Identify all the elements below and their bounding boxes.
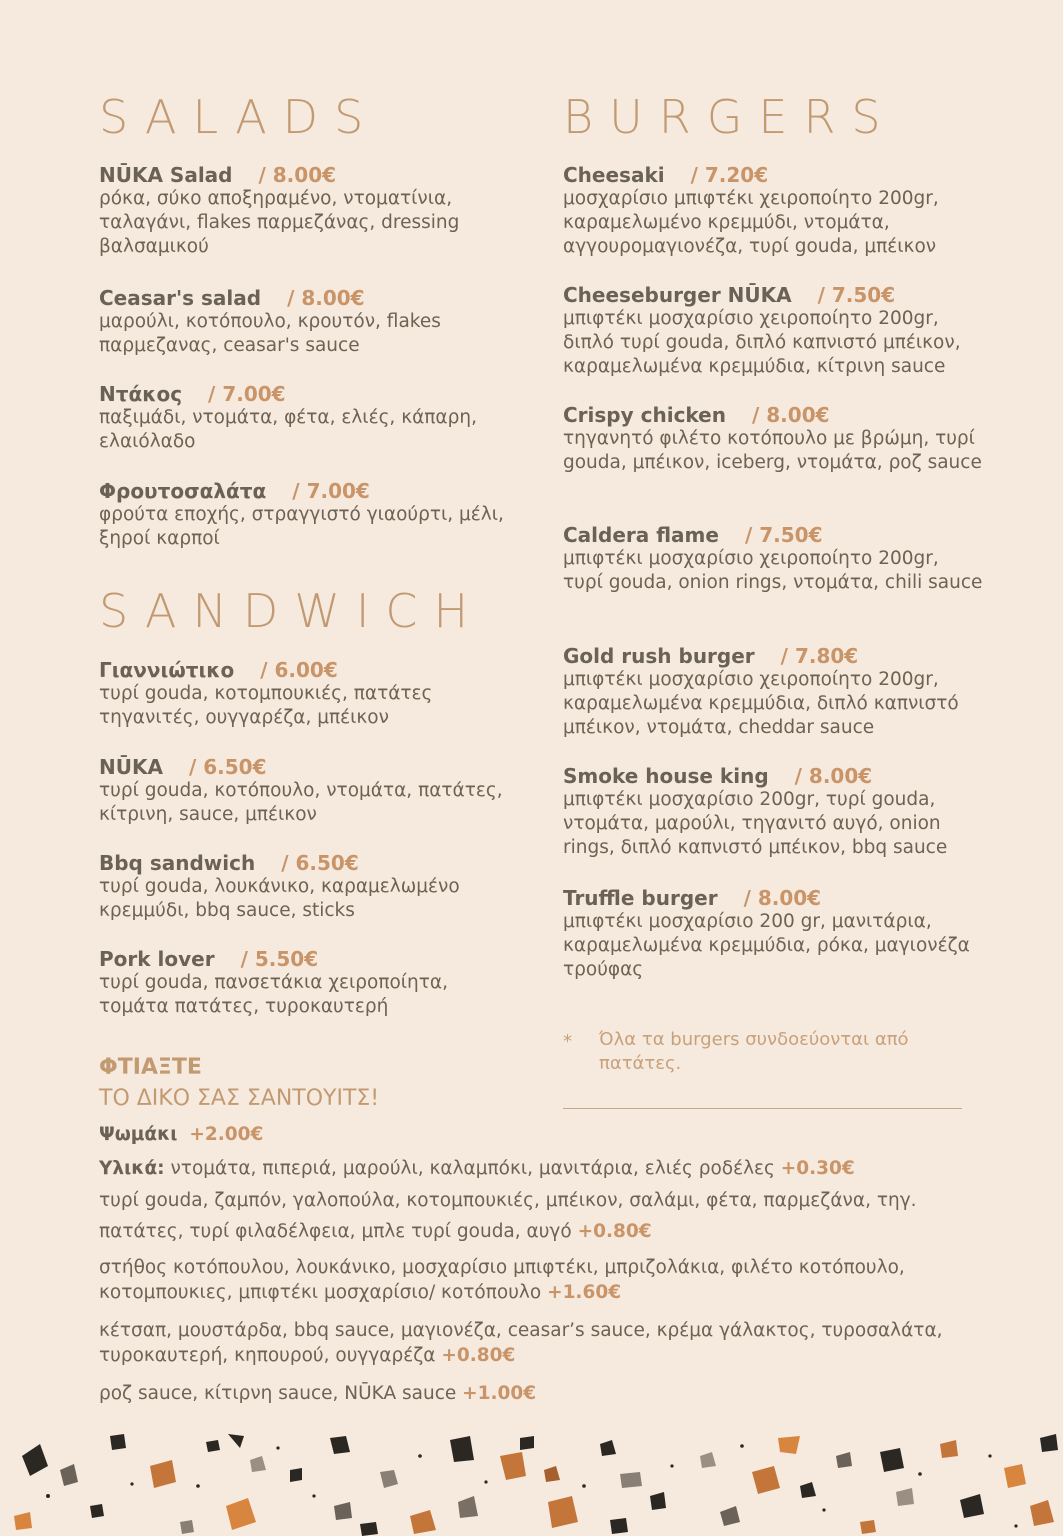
item-name: NŪKA: [99, 755, 163, 779]
menu-item: [99, 755, 519, 827]
item-name: Ντάκος: [99, 382, 183, 406]
item-price: / 6.50€: [281, 851, 359, 875]
item-description: φρούτα εποχής, στραγγιστό γιαούρτι, μέλι, ξηροί καρποί: [99, 504, 504, 549]
item-description: μπιφτέκι μοσχαρίσιο χειροποίητο 200gr, καραμελωμένα κρεμμύδια, διπλό καπνιστό μπέικον, ντομάτα, cheddar sauce: [563, 669, 959, 738]
menu-item: [99, 286, 519, 358]
ingredient-group-text: κέτσαπ, μουστάρδα, bbq sauce, μαγιονέζα, ceasar’s sauce, κρέμα γάλακτος, τυροσαλάτα, τυροκαυτερή, κηπουρού, ουγγαρέζα: [99, 1320, 943, 1366]
item-price: / 7.80€: [780, 644, 859, 668]
item-price: / 7.00€: [208, 382, 286, 406]
item-description: μπιφτέκι μοσχαρίσιο χειροποίητο 200gr, διπλό τυρί gouda, διπλό καπνιστό μπέικον, καραμελωμένα κρεμμύδια, κίτρινη sauce: [563, 308, 961, 377]
sandwich-title: SANDWICH: [99, 584, 485, 638]
ingredient-group-price: +1.60€: [547, 1282, 622, 1303]
item-name: Crispy chicken: [563, 403, 726, 427]
burgers-title: BURGERS: [563, 90, 897, 144]
item-name: Φρουτοσαλάτα: [99, 479, 267, 503]
diy-subtitle: ΤΟ ΔΙΚΟ ΣΑΣ ΣΑΝΤΟΥΙΤΣ!: [99, 1086, 380, 1111]
item-description: τυρί gouda, κοτόπουλο, ντομάτα, πατάτες, κίτρινη, sauce, μπέικον: [99, 780, 503, 825]
item-price: / 8.00€: [752, 403, 830, 427]
menu-item: [563, 644, 983, 740]
menu-item: [563, 403, 983, 475]
ingredient-group: [99, 1185, 979, 1247]
terrazzo-chips: [14, 1434, 1058, 1536]
terrazzo-pattern: [0, 1426, 1063, 1536]
divider: [563, 1108, 962, 1109]
ingredient-group-price: +1.00€: [462, 1383, 537, 1404]
menu-item: [99, 163, 519, 259]
ingredient-group-price: +0.80€: [577, 1221, 652, 1242]
ingredient-group-text: ροζ sauce, κίτιρνη sauce, NŪKA sauce: [99, 1383, 457, 1404]
item-description: τυρί gouda, κοτομπουκιές, πατάτες τηγανιτές, ουγγαρέζα, μπέικον: [99, 683, 433, 728]
item-name: Cheesaki: [563, 163, 665, 187]
item-description: τυρί gouda, πανσετάκια χειροποίητα, τομάτα πατάτες, τυροκαυτερή: [99, 972, 448, 1017]
item-price: / 8.00€: [258, 163, 337, 187]
menu-item: [563, 163, 983, 259]
item-description: μοσχαρίσιο μπιφτέκι χειροποίητο 200gr, καραμελωμένο κρεμμύδι, ντομάτα, αγγουρομαγιονέζα, τυρί gouda, μπέικον: [563, 188, 939, 257]
menu-item: [563, 283, 983, 379]
item-description: ρόκα, σύκο αποξηραμένο, ντοματίνια, ταλαγάνι, flakes παρμεζάνας, dressing βαλσαμικού: [99, 188, 460, 257]
menu-item: [563, 886, 983, 982]
item-name: Smoke house king: [563, 764, 769, 788]
note-text: Όλα τα burgers συνδοεύονται από πατάτες.: [599, 1029, 909, 1074]
item-description: μπιφτέκι μοσχαρίσιο χειροποίητο 200gr, τυρί gouda, onion rings, ντομάτα, chili sauce: [563, 548, 983, 593]
ingredients-label: Υλικά:: [99, 1158, 165, 1179]
bread-price: +2.00€: [189, 1124, 264, 1145]
item-price: / 5.50€: [240, 947, 319, 971]
asterisk-icon: *: [563, 1031, 572, 1052]
menu-item: [99, 382, 519, 454]
ingredient-group-price: +0.30€: [780, 1158, 855, 1179]
ingredient-group-text: τυρί gouda, ζαμπόν, γαλοπούλα, κοτομπουκιές, μπέικον, σαλάμι, φέτα, παρμεζάνα, τηγ. πατάτες, τυρί φιλαδέλφεια, μπλε τυρί gouda, αυγό: [99, 1190, 917, 1242]
item-description: παξιμάδι, ντομάτα, φέτα, ελιές, κάπαρη, ελαιόλαδο: [99, 407, 477, 452]
item-name: Cheeseburger NŪKA: [563, 283, 792, 307]
menu-item: [99, 479, 519, 551]
salads-title: SALADS: [99, 90, 380, 144]
ingredients-line: [99, 1156, 855, 1181]
bread-label: Ψωμάκι: [99, 1124, 178, 1145]
item-name: Caldera flame: [563, 523, 719, 547]
menu-item: [99, 947, 519, 1019]
ingredient-group-text: ντομάτα, πιπεριά, μαρούλι, καλαμπόκι, μανιτάρια, ελιές ροδέλες: [170, 1158, 775, 1179]
item-price: / 7.20€: [690, 163, 769, 187]
item-price: / 7.00€: [292, 479, 370, 503]
ingredient-group: [99, 1318, 979, 1368]
menu-item: [99, 658, 519, 730]
item-name: Γιαννιώτικο: [99, 658, 235, 682]
ingredient-group-text: στήθος κοτόπουλου, λουκάνικο, μοσχαρίσιο μπιφτέκι, μπριζολάκια, φιλέτο κοτόπουλο, κοτομπουκιες, μπιφτέκι μοσχαρίσιο/ κοτόπουλο: [99, 1257, 905, 1303]
item-description: μπιφτέκι μοσχαρίσιο 200gr, τυρί gouda, ντομάτα, μαρούλι, τηγανιτό αυγό, onion rings, διπλό καπνιστό μπέικον, bbq sauce: [563, 789, 948, 858]
item-price: / 7.50€: [744, 523, 823, 547]
item-description: μπιφτέκι μοσχαρίσιο 200 gr, μανιτάρια, καραμελωμένα κρεμμύδια, ρόκα, μαγιονέζα τρούφας: [563, 911, 970, 980]
item-price: / 7.50€: [817, 283, 896, 307]
item-description: τυρί gouda, λουκάνικο, καραμελωμένο κρεμμύδι, bbq sauce, sticks: [99, 876, 460, 921]
menu-item: [563, 764, 983, 860]
item-name: Truffle burger: [563, 886, 718, 910]
item-name: Ceasar's salad: [99, 286, 262, 310]
item-name: Bbq sandwich: [99, 851, 256, 875]
bread-line: [99, 1122, 263, 1147]
menu-item: [563, 523, 983, 595]
item-price: / 8.00€: [794, 764, 873, 788]
item-name: NŪKA Salad: [99, 163, 233, 187]
diy-title: ΦΤΙΑΞΤΕ: [99, 1055, 202, 1080]
ingredient-group: [99, 1255, 979, 1305]
item-description: τηγανητό φιλέτο κοτόπουλο με βρώμη, τυρί gouda, μπέικον, iceberg, ντομάτα, ροζ sauce: [563, 428, 982, 473]
item-price: / 6.50€: [188, 755, 267, 779]
item-name: Gold rush burger: [563, 644, 755, 668]
ingredient-group-price: +0.80€: [441, 1345, 516, 1366]
item-price: / 8.00€: [743, 886, 822, 910]
item-price: / 8.00€: [287, 286, 365, 310]
item-name: Pork lover: [99, 947, 215, 971]
menu-item: [99, 851, 519, 923]
ingredient-group: [99, 1381, 536, 1406]
item-description: μαρούλι, κοτόπουλο, κρουτόν, flakes παρμεζανας, ceasar's sauce: [99, 311, 441, 356]
item-price: / 6.00€: [260, 658, 338, 682]
